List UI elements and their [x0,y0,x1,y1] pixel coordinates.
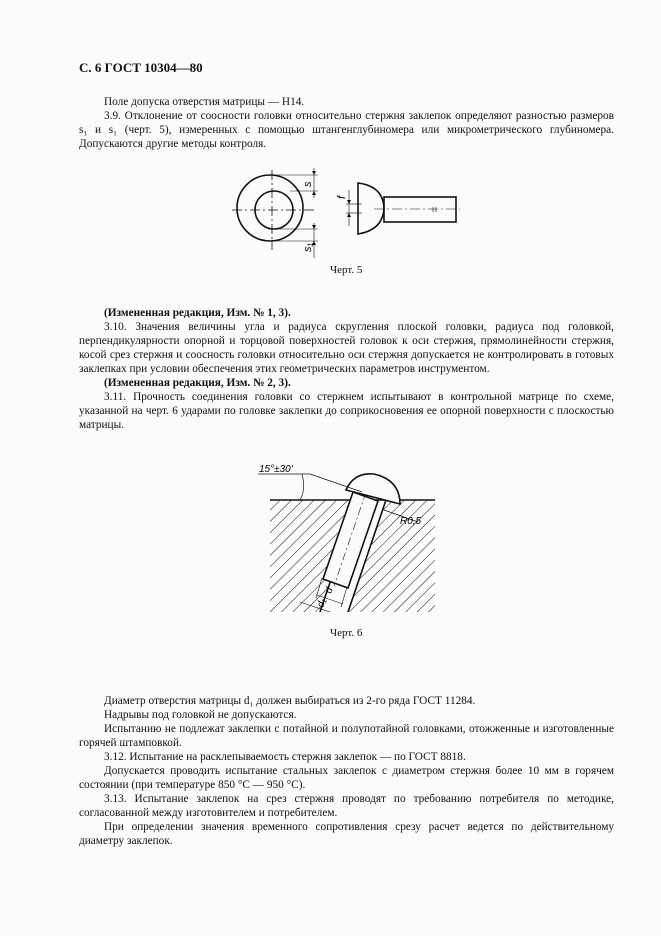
figure-5-drawing [228,168,468,258]
paragraph: Надрывы под головкой не допускаются. [104,709,297,721]
paragraph-3-10: 3.10. Значения величины угла и радиуса скругления плоской головки, радиуса под головкой, перпендикулярности опорной и торцовой поверхностей головок к оси стержня, прямолинейности стержня, косой срез стержня и соосность головки относительно оси стержня допускается не контролировать в готовых заклепках при условии обеспечения этих геометрических параметров инструментом. [79,321,614,375]
label-f: f [336,195,348,199]
text-block-3 [79,694,614,848]
paragraph: При определении значения временного сопротивления срезу расчет ведется по действительному диаметру заклепок. [79,821,614,847]
label-d1: d₁ [315,597,329,609]
figure-6-caption: Черт. 6 [330,627,363,639]
paragraph-3-13: 3.13. Испытание заклепок на срез стержня проводят по требованию потребителя по методике, согласованной между изготовителем и потребителем. [79,793,614,819]
rivet-head-side [358,183,384,234]
label-d: d [323,586,336,595]
page-header: С. 6 ГОСТ 10304—80 [79,60,203,75]
rivet-shank-side [384,197,456,222]
label-s: s [302,181,314,187]
amendment-note: (Измененная редакция, Изм. № 2, 3). [104,377,291,389]
paragraph: Допускается проводить испытание стальных заклепок с диаметром стержня более 10 мм в горячем состоянии (при температуре 850 °C — 950 °C). [79,765,614,791]
paragraph-3-9: 3.9. Отклонение от соосности головки относительно стержня заклепок определяют разностью размеров s₁ и s₁ (черт. 5), измеренных с помощью штангенглубиномера или микрометрического глубиномера. Допускаются другие методы контроля. [79,110,614,150]
amendment-note: (Измененная редакция, Изм. № 1, 3). [104,307,291,319]
label-angle: 15°±30' [259,464,293,475]
text-block-1 [79,95,614,151]
figure-6-drawing [250,462,450,612]
paragraph-3-11: 3.11. Прочность соединения головки со стержнем испытывают в контрольной матрице по схеме, указанной на черт. 6 ударами по головке заклепки до соприкосновения ее опорной поверхности с плоскостью матрицы. [79,391,614,431]
text-block-2 [79,306,614,432]
paragraph: Испытанию не подлежат заклепки с потайной и полупотайной головками, отожженные и изготовленные горячей штамповкой. [79,723,614,749]
label-radius: R0,5 [400,516,422,527]
paragraph: Поле допуска отверстия матрицы — H14. [104,96,305,108]
figure-5-caption: Черт. 5 [330,264,363,276]
label-s1: s₁ [302,243,314,252]
paragraph: Диаметр отверстия матрицы d₁ должен выбираться из 2-го ряда ГОСТ 11284. [104,695,476,707]
paragraph-3-12: 3.12. Испытание на расклепываемость стержня заклепок — по ГОСТ 8818. [104,751,466,763]
